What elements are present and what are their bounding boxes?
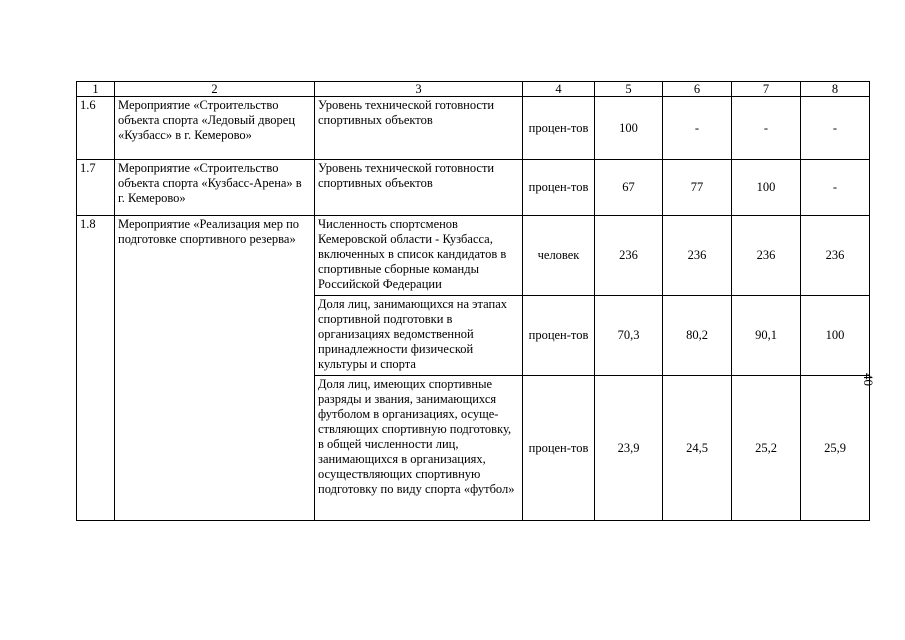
value-col6: -	[663, 97, 732, 160]
unit: процен-тов	[523, 296, 595, 376]
value-col8: -	[801, 160, 870, 216]
indicators-table	[76, 81, 870, 521]
value-col6: 77	[663, 160, 732, 216]
row-number: 1.8	[77, 216, 115, 521]
value-col8: 25,9	[801, 376, 870, 521]
indicator-name: Уровень технической готовности спортивных объектов	[315, 160, 523, 216]
column-header: 1	[77, 82, 115, 97]
table-row	[77, 216, 870, 296]
value-col7: 25,2	[732, 376, 801, 521]
column-header: 6	[663, 82, 732, 97]
value-col7: 236	[732, 216, 801, 296]
indicator-name: Доля лиц, занимающихся на этапах спортивной подготовки в организациях ведомственной принадлежности физической культуры и спорта	[315, 296, 523, 376]
page-number: 40	[861, 373, 876, 386]
column-header: 8	[801, 82, 870, 97]
column-header: 3	[315, 82, 523, 97]
event-name: Мероприятие «Реализация мер по подготовке спортивного резерва»	[115, 216, 315, 521]
value-col8: -	[801, 97, 870, 160]
value-col5: 70,3	[595, 296, 663, 376]
unit: процен-тов	[523, 160, 595, 216]
column-header: 4	[523, 82, 595, 97]
table-row	[77, 97, 870, 160]
value-col8: 236	[801, 216, 870, 296]
event-name: Мероприятие «Строительство объекта спорта «Ледовый дворец «Кузбасс» в г. Кемерово»	[115, 97, 315, 160]
value-col7: -	[732, 97, 801, 160]
row-number: 1.7	[77, 160, 115, 216]
column-header: 7	[732, 82, 801, 97]
indicator-name: Уровень технической готовности спортивных объектов	[315, 97, 523, 160]
value-col5: 23,9	[595, 376, 663, 521]
value-col5: 100	[595, 97, 663, 160]
value-col7: 100	[732, 160, 801, 216]
value-col5: 236	[595, 216, 663, 296]
unit: процен-тов	[523, 97, 595, 160]
table-row	[77, 160, 870, 216]
unit: процен-тов	[523, 376, 595, 521]
indicator-name: Доля лиц, имеющих спортивные разряды и звания, занимающихся футболом в организациях, осуще-ствляющих спортивную подготовку, в общей численности лиц, занимающихся в организациях, осуществляющих спортивную подготовку по виду спорта «футбол»	[315, 376, 523, 521]
unit: человек	[523, 216, 595, 296]
value-col6: 24,5	[663, 376, 732, 521]
row-number: 1.6	[77, 97, 115, 160]
value-col5: 67	[595, 160, 663, 216]
event-name: Мероприятие «Строительство объекта спорта «Кузбасс-Арена» в г. Кемерово»	[115, 160, 315, 216]
column-header: 5	[595, 82, 663, 97]
indicator-name: Численность спортсменов Кемеровской области - Кузбасса, включенных в список кандидатов в спортивные сборные команды Российской Федерации	[315, 216, 523, 296]
value-col7: 90,1	[732, 296, 801, 376]
column-header: 2	[115, 82, 315, 97]
value-col6: 236	[663, 216, 732, 296]
value-col6: 80,2	[663, 296, 732, 376]
column-number-row	[77, 82, 870, 97]
value-col8: 100	[801, 296, 870, 376]
